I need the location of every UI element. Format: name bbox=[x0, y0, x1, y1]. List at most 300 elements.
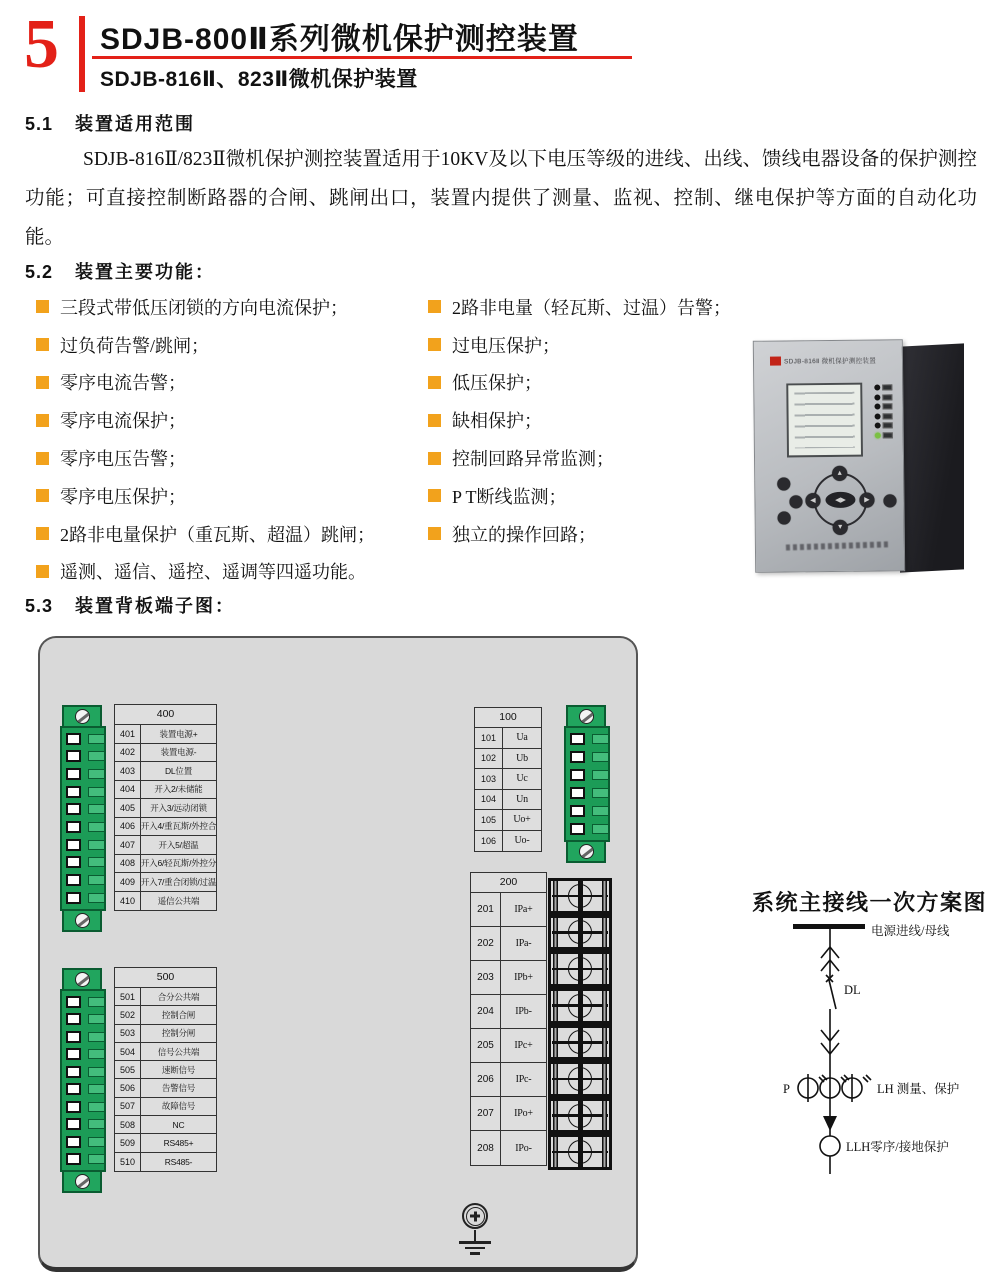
terminal-slot bbox=[62, 1028, 104, 1046]
terminal-number: 201 bbox=[471, 893, 501, 926]
connector-slots bbox=[564, 726, 610, 842]
terminal-number: 410 bbox=[115, 892, 141, 911]
brand-logo-icon bbox=[770, 356, 781, 365]
table-header: 100 bbox=[475, 708, 541, 728]
feature-text: 零序电压保护； bbox=[60, 486, 186, 507]
slot-square-icon bbox=[66, 768, 81, 780]
table-row bbox=[115, 1043, 216, 1061]
page-subtitle: SDJB-816Ⅱ、823Ⅱ微机保护装置 bbox=[100, 68, 418, 91]
slot-tab-icon bbox=[592, 770, 609, 780]
chapter-number: 5 bbox=[24, 6, 59, 83]
slot-tab-icon bbox=[88, 857, 105, 867]
connector-screw-bottom bbox=[62, 1170, 102, 1193]
table-row bbox=[475, 810, 541, 831]
connector-screw-bottom bbox=[62, 909, 102, 932]
table-row bbox=[471, 1097, 546, 1131]
slot-tab-icon bbox=[88, 1067, 105, 1077]
table-row bbox=[471, 927, 546, 961]
slot-tab-icon bbox=[88, 1084, 105, 1094]
table-row bbox=[475, 728, 541, 749]
terminal-number: 507 bbox=[115, 1098, 141, 1115]
led-indicator-run bbox=[875, 432, 893, 438]
terminal-slot bbox=[62, 1098, 104, 1116]
breaker-blade bbox=[829, 980, 836, 1009]
slot-square-icon bbox=[66, 821, 81, 833]
connector-slots bbox=[60, 726, 106, 911]
terminal-slot bbox=[566, 820, 608, 838]
section-51-heading bbox=[25, 110, 195, 136]
led-label bbox=[882, 384, 892, 390]
slot-tab-icon bbox=[88, 1049, 105, 1059]
table-row bbox=[115, 744, 216, 763]
table-row bbox=[115, 1098, 216, 1116]
section-53-heading bbox=[25, 592, 235, 618]
feature-text: 遥测、遥信、遥控、遥调等四遥功能。 bbox=[60, 562, 366, 583]
feature-text: 零序电压告警； bbox=[60, 449, 186, 470]
led-indicator bbox=[874, 394, 892, 400]
bullet-square-icon bbox=[428, 527, 441, 540]
schematic-title: 系统主接线一次方案图 bbox=[752, 890, 988, 915]
section-title: 装置适用范围 bbox=[75, 114, 196, 134]
slot-square-icon bbox=[570, 805, 585, 817]
table-row bbox=[115, 873, 216, 892]
right-button-icon: ▶ bbox=[859, 493, 874, 508]
terminal-label: 装置电源- bbox=[160, 747, 197, 758]
slot-square-icon bbox=[570, 751, 585, 763]
terminal-slot bbox=[62, 836, 104, 854]
screw-clamp bbox=[578, 1027, 583, 1057]
slot-tab-icon bbox=[88, 1014, 105, 1024]
connector-screw-top bbox=[566, 705, 606, 728]
slot-square-icon bbox=[66, 1048, 81, 1060]
feature-item bbox=[428, 401, 748, 439]
terminal-label: 开入4/重瓦斯/外控合 bbox=[141, 821, 216, 832]
slot-tab-icon bbox=[88, 1137, 105, 1147]
feature-text: 缺相保护； bbox=[452, 411, 542, 432]
table-row bbox=[115, 855, 216, 874]
terminal-number: 206 bbox=[471, 1063, 501, 1096]
strip-separator bbox=[548, 1021, 612, 1028]
screw-terminal bbox=[561, 1028, 599, 1058]
terminal-label: Ua bbox=[516, 732, 528, 744]
terminal-label: RS485- bbox=[164, 1156, 193, 1167]
feature-text: 过负荷告警/跳闸； bbox=[60, 335, 210, 356]
feature-item bbox=[36, 326, 426, 364]
screw-icon bbox=[75, 913, 90, 928]
slot-square-icon bbox=[570, 769, 585, 781]
slot-tab-icon bbox=[88, 1102, 105, 1112]
terminal-slot bbox=[62, 1063, 104, 1081]
terminal-number: 408 bbox=[115, 855, 141, 873]
feature-item bbox=[428, 288, 748, 326]
feature-item bbox=[36, 439, 426, 477]
bullet-square-icon bbox=[36, 565, 49, 578]
strip-separator bbox=[548, 984, 612, 991]
table-row bbox=[471, 1029, 546, 1063]
header-divider-bar bbox=[79, 16, 85, 92]
terminal-slot bbox=[62, 1081, 104, 1099]
table-row bbox=[115, 1061, 216, 1079]
screw-head-icon bbox=[568, 884, 592, 908]
screw-terminal bbox=[561, 991, 599, 1021]
terminal-label: IPb+ bbox=[514, 972, 533, 983]
table-row bbox=[115, 781, 216, 800]
terminal-slot bbox=[566, 784, 608, 802]
terminal-label: 装置电源+ bbox=[159, 728, 198, 739]
bullet-square-icon bbox=[428, 489, 441, 502]
led-dot-icon bbox=[875, 422, 881, 428]
slot-square-icon bbox=[66, 803, 81, 815]
terminal-label: 信号公共端 bbox=[157, 1046, 200, 1057]
busbar bbox=[793, 924, 865, 929]
slot-tab-icon bbox=[88, 1119, 105, 1129]
terminal-label: IPc- bbox=[515, 1074, 532, 1085]
terminal-slot bbox=[62, 854, 104, 872]
bullet-square-icon bbox=[36, 414, 49, 427]
terminal-label: IPa+ bbox=[514, 904, 533, 915]
table-row bbox=[115, 818, 216, 837]
terminal-number: 503 bbox=[115, 1025, 141, 1042]
bullet-square-icon bbox=[36, 452, 49, 465]
slot-tab-icon bbox=[88, 893, 105, 903]
slot-tab-icon bbox=[592, 788, 609, 798]
slot-square-icon bbox=[66, 786, 81, 798]
terminal-label: Uo- bbox=[514, 835, 530, 847]
led-indicator bbox=[875, 413, 893, 419]
terminal-label: Ub bbox=[516, 752, 528, 764]
terminal-label: DL位置 bbox=[164, 765, 193, 776]
feature-item bbox=[36, 288, 426, 326]
terminal-label: IPc+ bbox=[514, 1040, 533, 1051]
function-button-icon bbox=[778, 511, 791, 524]
device-keypad bbox=[777, 468, 896, 541]
terminal-number: 103 bbox=[475, 769, 503, 789]
feature-list-left bbox=[36, 288, 426, 590]
slot-square-icon bbox=[66, 733, 81, 745]
terminal-slot bbox=[62, 1151, 104, 1169]
terminal-number: 202 bbox=[471, 927, 501, 960]
feature-text: 低压保护； bbox=[452, 373, 542, 394]
slot-square-icon bbox=[66, 874, 81, 886]
device-lcd-screen bbox=[786, 383, 863, 458]
green-connector-400 bbox=[60, 705, 106, 932]
table-row bbox=[115, 1134, 216, 1152]
led-indicator bbox=[874, 403, 892, 409]
terminal-table-400 bbox=[114, 704, 217, 911]
terminal-number: 203 bbox=[471, 961, 501, 994]
terminal-slot bbox=[62, 765, 104, 783]
green-connector-100 bbox=[564, 705, 610, 863]
slot-square-icon bbox=[66, 856, 81, 868]
ct-hash-mark bbox=[866, 1075, 871, 1080]
feature-item bbox=[36, 553, 426, 591]
feature-item bbox=[36, 401, 426, 439]
function-button-icon bbox=[789, 495, 802, 508]
led-indicator bbox=[874, 384, 892, 390]
slot-tab-icon bbox=[88, 804, 105, 814]
function-button-icon bbox=[883, 494, 896, 507]
table-row bbox=[471, 995, 546, 1029]
section-number: 5.2 bbox=[25, 262, 54, 282]
slot-square-icon bbox=[66, 1066, 81, 1078]
ct-label: LH 测量、保护 bbox=[877, 1082, 960, 1096]
slot-square-icon bbox=[570, 787, 585, 799]
slot-tab-icon bbox=[592, 824, 609, 834]
terminal-table-500 bbox=[114, 967, 217, 1172]
terminal-label: 开入3/远动闭锁 bbox=[150, 802, 207, 813]
feature-item bbox=[428, 439, 748, 477]
terminal-label: 开入7/重合闭锁/过温 bbox=[141, 876, 216, 887]
terminal-table-100 bbox=[474, 707, 542, 852]
terminal-number: 104 bbox=[475, 790, 503, 810]
terminal-slot bbox=[62, 801, 104, 819]
connector-screw-top bbox=[62, 968, 102, 991]
device-footer-text bbox=[786, 541, 890, 550]
ct-hash-mark bbox=[863, 1077, 868, 1082]
terminal-number: 508 bbox=[115, 1116, 141, 1133]
terminal-number: 403 bbox=[115, 762, 141, 780]
slot-tab-icon bbox=[88, 734, 105, 744]
screw-terminal bbox=[561, 1137, 599, 1167]
bullet-square-icon bbox=[36, 527, 49, 540]
strip-separator bbox=[548, 947, 612, 954]
terminal-label: Uo+ bbox=[513, 814, 531, 826]
table-row bbox=[475, 769, 541, 790]
section-title: 装置主要功能： bbox=[75, 262, 216, 282]
terminal-label: IPo- bbox=[515, 1142, 532, 1154]
terminal-number: 502 bbox=[115, 1006, 141, 1023]
function-button-icon bbox=[777, 477, 790, 490]
zero-sequence-ct-symbol bbox=[820, 1136, 840, 1156]
green-connector-500 bbox=[60, 968, 106, 1193]
connector-slots bbox=[60, 989, 106, 1172]
terminal-slot bbox=[62, 748, 104, 766]
terminal-number: 510 bbox=[115, 1153, 141, 1171]
ground-symbol-line bbox=[470, 1252, 480, 1255]
feature-text: 零序电流告警； bbox=[60, 373, 186, 394]
slot-tab-icon bbox=[88, 751, 105, 761]
screw-icon bbox=[75, 1174, 90, 1189]
terminal-number: 208 bbox=[471, 1131, 501, 1165]
screw-clamp bbox=[578, 991, 583, 1021]
terminal-label: 合分公共端 bbox=[157, 991, 200, 1002]
device-side-panel bbox=[900, 343, 964, 572]
terminal-number: 101 bbox=[475, 728, 503, 748]
down-button-icon: ▼ bbox=[833, 520, 848, 535]
terminal-label: IPa- bbox=[515, 938, 532, 949]
table-row bbox=[471, 961, 546, 995]
screw-terminal bbox=[561, 1064, 599, 1094]
screw-clamp bbox=[578, 1137, 583, 1167]
table-rows bbox=[115, 988, 216, 1171]
terminal-number: 404 bbox=[115, 781, 141, 799]
device-brand-text: SDJB-816Ⅱ 微机保护测控装置 bbox=[783, 357, 877, 366]
ground-stem bbox=[474, 1230, 476, 1241]
zero-sequence-ct-label: LLH零序/接地保护 bbox=[846, 1140, 949, 1154]
feature-item bbox=[428, 515, 748, 553]
terminal-number: 105 bbox=[475, 810, 503, 830]
device-brand bbox=[770, 356, 876, 366]
terminal-slot bbox=[62, 783, 104, 801]
feature-text: 2路非电量（轻瓦斯、过温）告警； bbox=[452, 297, 731, 318]
table-row bbox=[115, 836, 216, 855]
terminal-slot bbox=[62, 872, 104, 890]
terminal-number: 505 bbox=[115, 1061, 141, 1078]
terminal-slot bbox=[62, 818, 104, 836]
screw-clamp bbox=[578, 881, 583, 911]
current-terminal-strip bbox=[548, 878, 612, 1170]
table-row bbox=[115, 1025, 216, 1043]
feature-text: 控制回路异常监测； bbox=[452, 449, 614, 470]
feature-item bbox=[36, 515, 426, 553]
table-row bbox=[115, 799, 216, 818]
breaker-label: DL bbox=[844, 983, 861, 997]
slot-tab-icon bbox=[88, 1032, 105, 1042]
screw-head-icon bbox=[568, 1104, 592, 1128]
terminal-label: Uc bbox=[516, 773, 528, 785]
screw-terminal bbox=[561, 918, 599, 948]
terminal-slot bbox=[62, 1116, 104, 1134]
table-row bbox=[475, 749, 541, 770]
terminal-label: IPo+ bbox=[514, 1108, 533, 1119]
terminal-number: 204 bbox=[471, 995, 501, 1028]
section-number: 5.3 bbox=[25, 596, 54, 616]
slot-square-icon bbox=[66, 1153, 81, 1165]
device-led-column bbox=[874, 384, 893, 438]
table-rows bbox=[471, 893, 546, 1165]
slot-square-icon bbox=[66, 1101, 81, 1113]
bullet-square-icon bbox=[428, 300, 441, 313]
one-line-diagram bbox=[740, 916, 1000, 1176]
terminal-label: 开入2/未储能 bbox=[154, 784, 203, 795]
bullet-square-icon bbox=[36, 338, 49, 351]
screw-head-icon bbox=[568, 1067, 592, 1091]
slot-square-icon bbox=[66, 1083, 81, 1095]
strip-separator bbox=[548, 1130, 612, 1137]
terminal-slot bbox=[62, 730, 104, 748]
table-row bbox=[471, 1063, 546, 1097]
screw-clamp bbox=[578, 954, 583, 984]
led-dot-icon bbox=[874, 384, 880, 390]
left-button-icon: ◀ bbox=[805, 493, 820, 508]
led-label bbox=[883, 432, 893, 438]
screw-icon bbox=[579, 709, 594, 724]
slot-tab-icon bbox=[88, 1154, 105, 1164]
table-row bbox=[115, 988, 216, 1006]
led-label bbox=[882, 394, 892, 400]
screw-clamp bbox=[578, 917, 583, 947]
terminal-slot bbox=[566, 730, 608, 748]
device-photo bbox=[750, 335, 965, 577]
terminal-slot bbox=[62, 1011, 104, 1029]
terminal-number: 406 bbox=[115, 818, 141, 836]
table-row bbox=[471, 1131, 546, 1165]
bullet-square-icon bbox=[36, 300, 49, 313]
table-row bbox=[475, 790, 541, 811]
led-dot-icon bbox=[875, 413, 881, 419]
table-header: 400 bbox=[115, 705, 216, 725]
terminal-slot bbox=[62, 1133, 104, 1151]
terminal-number: 506 bbox=[115, 1079, 141, 1096]
terminal-number: 409 bbox=[115, 873, 141, 891]
terminal-label: NC bbox=[172, 1119, 185, 1130]
terminal-number: 504 bbox=[115, 1043, 141, 1060]
ground-symbol-line bbox=[459, 1241, 491, 1244]
feature-item bbox=[36, 364, 426, 402]
connector-screw-top bbox=[62, 705, 102, 728]
connector-screw-bottom bbox=[566, 840, 606, 863]
slot-square-icon bbox=[66, 892, 81, 904]
screw-terminal bbox=[561, 1101, 599, 1131]
section-51-body: SDJB-816Ⅱ/823Ⅱ微机保护测控装置适用于10KV及以下电压等级的进线、出线、馈线电器设备的保护测控功能；可直接控制断路器的合闸、跳闸出口，装置内提供了测量、监视、控制、继电保护等方面的自动化功能。 bbox=[25, 149, 977, 248]
strip-separator bbox=[548, 1057, 612, 1064]
table-row bbox=[115, 762, 216, 781]
feature-item bbox=[428, 477, 748, 515]
terminal-number: 501 bbox=[115, 988, 141, 1005]
slot-square-icon bbox=[66, 1013, 81, 1025]
bullet-square-icon bbox=[428, 452, 441, 465]
bullet-square-icon bbox=[428, 338, 441, 351]
slot-square-icon bbox=[570, 823, 585, 835]
led-label bbox=[883, 413, 893, 419]
terminal-number: 207 bbox=[471, 1097, 501, 1130]
led-dot-icon bbox=[875, 432, 881, 438]
feature-text: 2路非电量保护（重瓦斯、超温）跳闸； bbox=[60, 524, 375, 545]
terminal-slot bbox=[62, 993, 104, 1011]
terminal-slot bbox=[566, 766, 608, 784]
screw-head-icon bbox=[568, 957, 592, 981]
slot-tab-icon bbox=[592, 752, 609, 762]
terminal-number: 102 bbox=[475, 749, 503, 769]
screw-terminal bbox=[561, 881, 599, 911]
bullet-square-icon bbox=[428, 414, 441, 427]
table-row bbox=[475, 831, 541, 852]
slot-tab-icon bbox=[592, 734, 609, 744]
screw-icon bbox=[75, 972, 90, 987]
terminal-number: 509 bbox=[115, 1134, 141, 1151]
slot-tab-icon bbox=[88, 840, 105, 850]
table-row bbox=[115, 1079, 216, 1097]
table-row bbox=[115, 1153, 216, 1171]
slot-tab-icon bbox=[88, 787, 105, 797]
slot-square-icon bbox=[66, 1031, 81, 1043]
ct-prefix-label: P bbox=[783, 1082, 790, 1096]
table-row bbox=[115, 892, 216, 911]
terminal-number: 407 bbox=[115, 836, 141, 854]
terminal-table-200 bbox=[470, 872, 547, 1166]
table-header: 200 bbox=[471, 873, 546, 893]
terminal-label: IPb- bbox=[515, 1006, 532, 1017]
slot-square-icon bbox=[570, 733, 585, 745]
screw-head-icon bbox=[568, 1140, 592, 1164]
led-label bbox=[883, 422, 893, 428]
feature-text: 零序电流保护； bbox=[60, 411, 186, 432]
slot-tab-icon bbox=[88, 997, 105, 1007]
feature-item bbox=[428, 364, 748, 402]
screw-head-icon bbox=[568, 1030, 592, 1054]
ground-symbol-line bbox=[465, 1247, 485, 1250]
terminal-label: 控制合闸 bbox=[161, 1009, 196, 1020]
terminal-number: 106 bbox=[475, 831, 503, 852]
slot-tab-icon bbox=[88, 769, 105, 779]
screw-icon bbox=[75, 709, 90, 724]
slot-square-icon bbox=[66, 750, 81, 762]
ground-screw-icon bbox=[462, 1203, 488, 1229]
screw-head-icon bbox=[568, 994, 592, 1018]
section-title: 装置背板端子图： bbox=[75, 596, 236, 616]
bullet-square-icon bbox=[36, 376, 49, 389]
screw-clamp bbox=[578, 1101, 583, 1131]
